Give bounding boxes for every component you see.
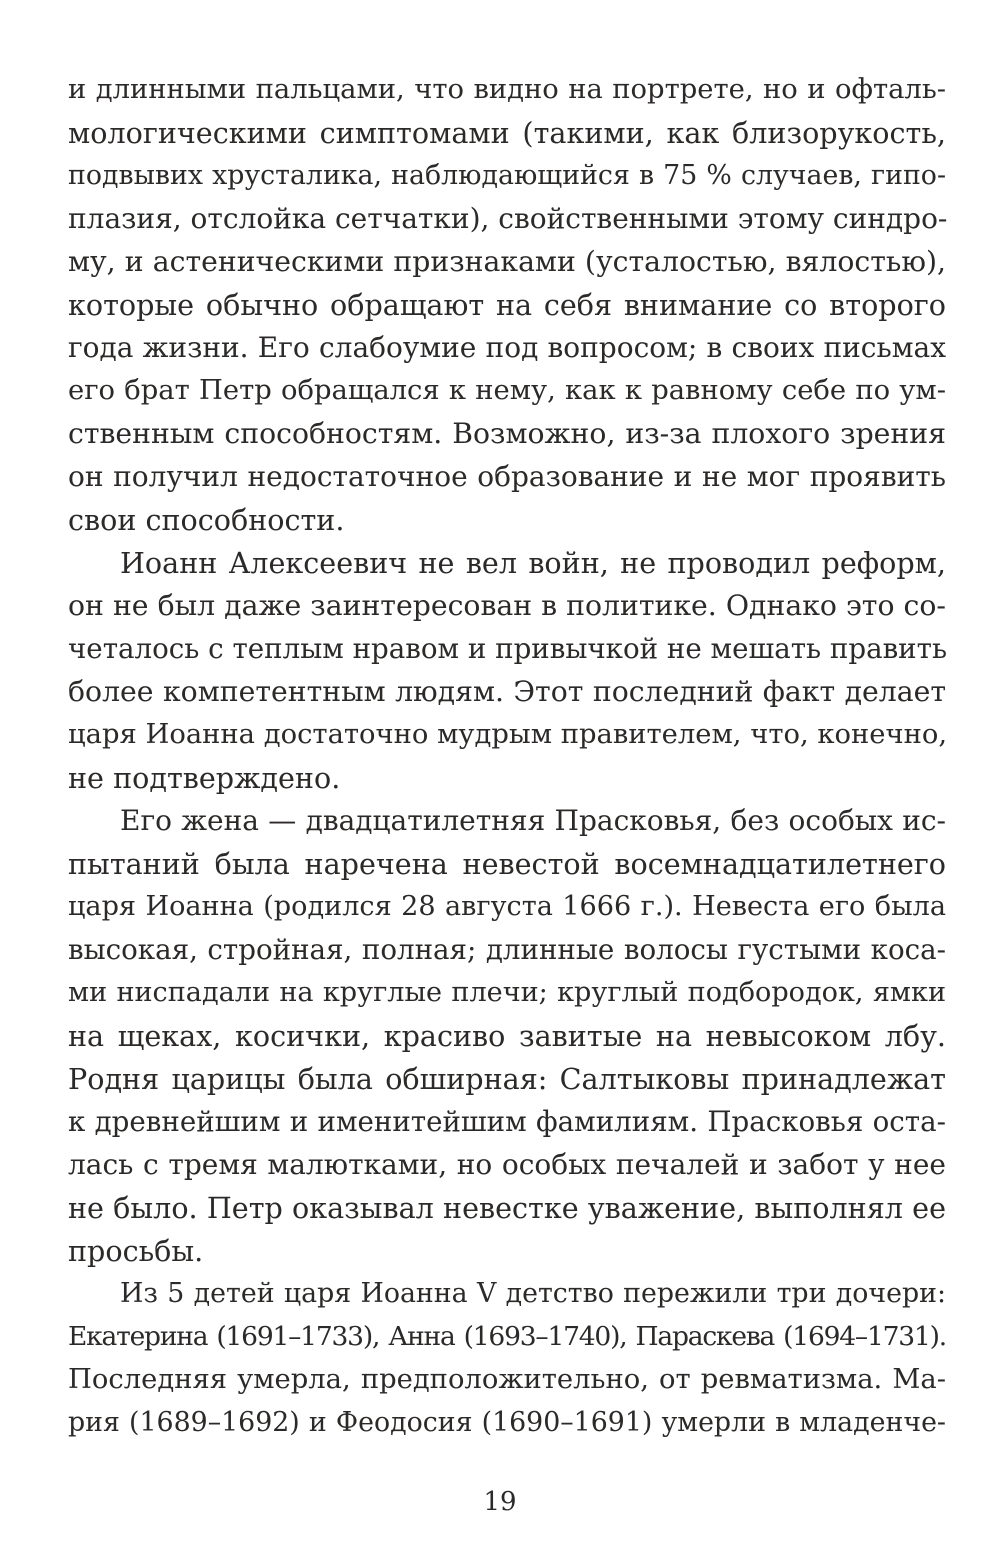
text-line: к древнейшим и именитейшим фамилиям. Прасковья оста- bbox=[68, 1105, 946, 1138]
text-line: лась с тремя малютками, но особых печалей и забот у нее bbox=[68, 1148, 946, 1181]
text-line: он получил недостаточное образование и не мог проявить bbox=[68, 460, 946, 493]
text-line: четалось с теплым нравом и привычкой не мешать править bbox=[68, 632, 948, 665]
text-line: подвывих хрусталика, наблюдающийся в 75 % случаев, гипо- bbox=[68, 160, 946, 191]
text-line: высокая, стройная, полная; длинные волосы густыми коса- bbox=[68, 933, 946, 966]
text-line: царя Иоанна достаточно мудрым правителем, что, конечно, bbox=[68, 719, 948, 750]
text-line: которые обычно обращают на себя внимание со второго bbox=[68, 288, 946, 322]
text-line: года жизни. Его слабоумие под вопросом; в своих письмах bbox=[68, 331, 946, 364]
text-line: ми ниспадали на круглые плечи; круглый подбородок, ямки bbox=[68, 977, 946, 1008]
paragraph-first-line: Иоанн Алексеевич не вел войн, не проводил реформ, bbox=[120, 546, 946, 580]
text-line: Последняя умерла, предположительно, от ревматизма. Ма- bbox=[68, 1364, 946, 1395]
text-line: ственным способностям. Возможно, из-за плохого зрения bbox=[68, 417, 946, 450]
paragraph-first-line: Из 5 детей царя Иоанна V детство пережили три дочери: bbox=[120, 1278, 946, 1309]
text-line: на щеках, косички, красиво завитые на невысоком лбу. bbox=[68, 1019, 946, 1053]
text-line: его брат Петр обращался к нему, как к равному себе по ум- bbox=[68, 375, 946, 406]
paragraph-end-line: свои способности. bbox=[68, 503, 345, 537]
text-line: Екатерина (1691–1733), Анна (1693–1740), Параскева (1694–1731). bbox=[68, 1321, 946, 1352]
paragraph-first-line: Его жена — двадцатилетняя Прасковья, без особых ис- bbox=[120, 804, 946, 837]
text-line: пытаний была наречена невестой восемнадцатилетнего bbox=[68, 847, 946, 881]
page-number: 19 bbox=[483, 1487, 517, 1517]
text-line: му, и астеническими признаками (усталостью, вялостью), bbox=[68, 245, 946, 278]
paragraph-end-line: не подтверждено. bbox=[68, 761, 341, 795]
text-line: мологическими симптомами (такими, как близорукость, bbox=[68, 116, 946, 150]
text-line: более компетентным людям. Этот последний факт делает bbox=[68, 675, 946, 708]
paragraph-end-line: просьбы. bbox=[68, 1234, 204, 1268]
text-line: он не был даже заинтересован в политике. Однако это со- bbox=[68, 589, 946, 622]
text-line: царя Иоанна (родился 28 августа 1666 г.). Невеста его была bbox=[68, 891, 946, 922]
text-line: Родня царицы была обширная: Салтыковы принадлежат bbox=[68, 1062, 946, 1096]
text-line: и длинными пальцами, что видно на портрете, но и офталь- bbox=[68, 74, 946, 105]
text-line: рия (1689–1692) и Феодосия (1690–1691) умерли в младенче- bbox=[68, 1407, 946, 1438]
text-line: не было. Петр оказывал невестке уважение, выполнял ее bbox=[68, 1191, 946, 1225]
text-line: плазия, отслойка сетчатки), свойственными этому синдро- bbox=[68, 202, 948, 235]
